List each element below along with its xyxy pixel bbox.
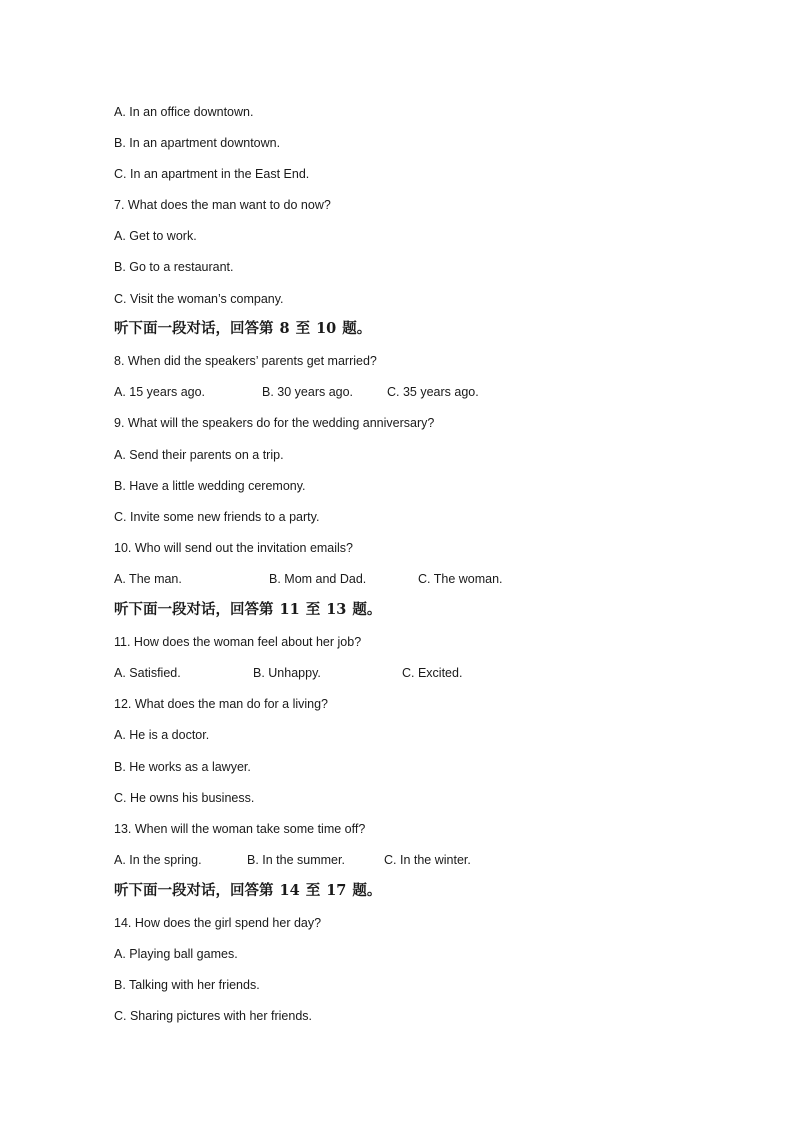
section-header-pre: 听下面一段对话，回答第: [114, 882, 274, 899]
q11-option-a: A. Satisfied.: [114, 666, 181, 680]
q12-option-c: C. He owns his business.: [114, 791, 255, 805]
q12-option-b: B. He works as a lawyer.: [114, 760, 251, 774]
q8-option-b: B. 30 years ago.: [262, 385, 354, 399]
q14-question: 14. How does the girl spend her day?: [114, 916, 322, 930]
section-header-post: 题。: [352, 882, 382, 899]
q7-option-c: C. Visit the woman’s company.: [114, 292, 284, 306]
section-header-to: 13: [326, 601, 347, 618]
q7-question: 7. What does the man want to do now?: [114, 198, 331, 212]
section-header-11-13: [114, 601, 381, 619]
q9-option-c: C. Invite some new friends to a party.: [114, 510, 320, 524]
section-header-post: 题。: [352, 601, 382, 618]
q12-option-a: A. He is a doctor.: [114, 728, 210, 742]
q9-question: 9. What will the speakers do for the wedding anniversary?: [114, 416, 435, 430]
q8-question: 8. When did the speakers’ parents get married?: [114, 354, 377, 368]
q13-option-a: A. In the spring.: [114, 853, 202, 867]
section-header-mid: 至: [295, 320, 311, 337]
q14-option-a: A. Playing ball games.: [114, 947, 238, 961]
q10-option-c: C. The woman.: [418, 572, 503, 586]
section-header-pre: 听下面一段对话，回答第: [114, 320, 274, 337]
q13-option-b: B. In the summer.: [247, 853, 345, 867]
section-header-8-10: [114, 320, 371, 338]
q14-option-c: C. Sharing pictures with her friends.: [114, 1009, 313, 1023]
q11-option-b: B. Unhappy.: [253, 666, 321, 680]
q9-option-a: A. Send their parents on a trip.: [114, 448, 284, 462]
q13-option-c: C. In the winter.: [384, 853, 471, 867]
q6-option-a: A. In an office downtown.: [114, 105, 254, 119]
q10-option-a: A. The man.: [114, 572, 182, 586]
q12-question: 12. What does the man do for a living?: [114, 697, 329, 711]
q11-question: 11. How does the woman feel about her job?: [114, 635, 362, 649]
section-header-pre: 听下面一段对话，回答第: [114, 601, 274, 618]
section-header-to: 17: [326, 882, 347, 899]
q7-option-b: B. Go to a restaurant.: [114, 260, 234, 274]
q6-option-b: B. In an apartment downtown.: [114, 136, 281, 150]
q8-option-a: A. 15 years ago.: [114, 385, 206, 399]
q10-question: 10. Who will send out the invitation emails?: [114, 541, 354, 555]
q14-option-b: B. Talking with her friends.: [114, 978, 260, 992]
section-header-from: 8: [279, 320, 290, 337]
section-header-to: 10: [316, 320, 337, 337]
q9-option-b: B. Have a little wedding ceremony.: [114, 479, 306, 493]
section-header-14-17: [114, 882, 381, 900]
q13-question: 13. When will the woman take some time off?: [114, 822, 366, 836]
section-header-post: 题。: [342, 320, 372, 337]
section-header-from: 14: [279, 882, 300, 899]
section-header-mid: 至: [305, 601, 321, 618]
q8-option-c: C. 35 years ago.: [387, 385, 479, 399]
q7-option-a: A. Get to work.: [114, 229, 197, 243]
q6-option-c: C. In an apartment in the East End.: [114, 167, 310, 181]
section-header-from: 11: [279, 601, 300, 618]
section-header-mid: 至: [305, 882, 321, 899]
q10-option-b: B. Mom and Dad.: [269, 572, 367, 586]
q11-option-c: C. Excited.: [402, 666, 463, 680]
